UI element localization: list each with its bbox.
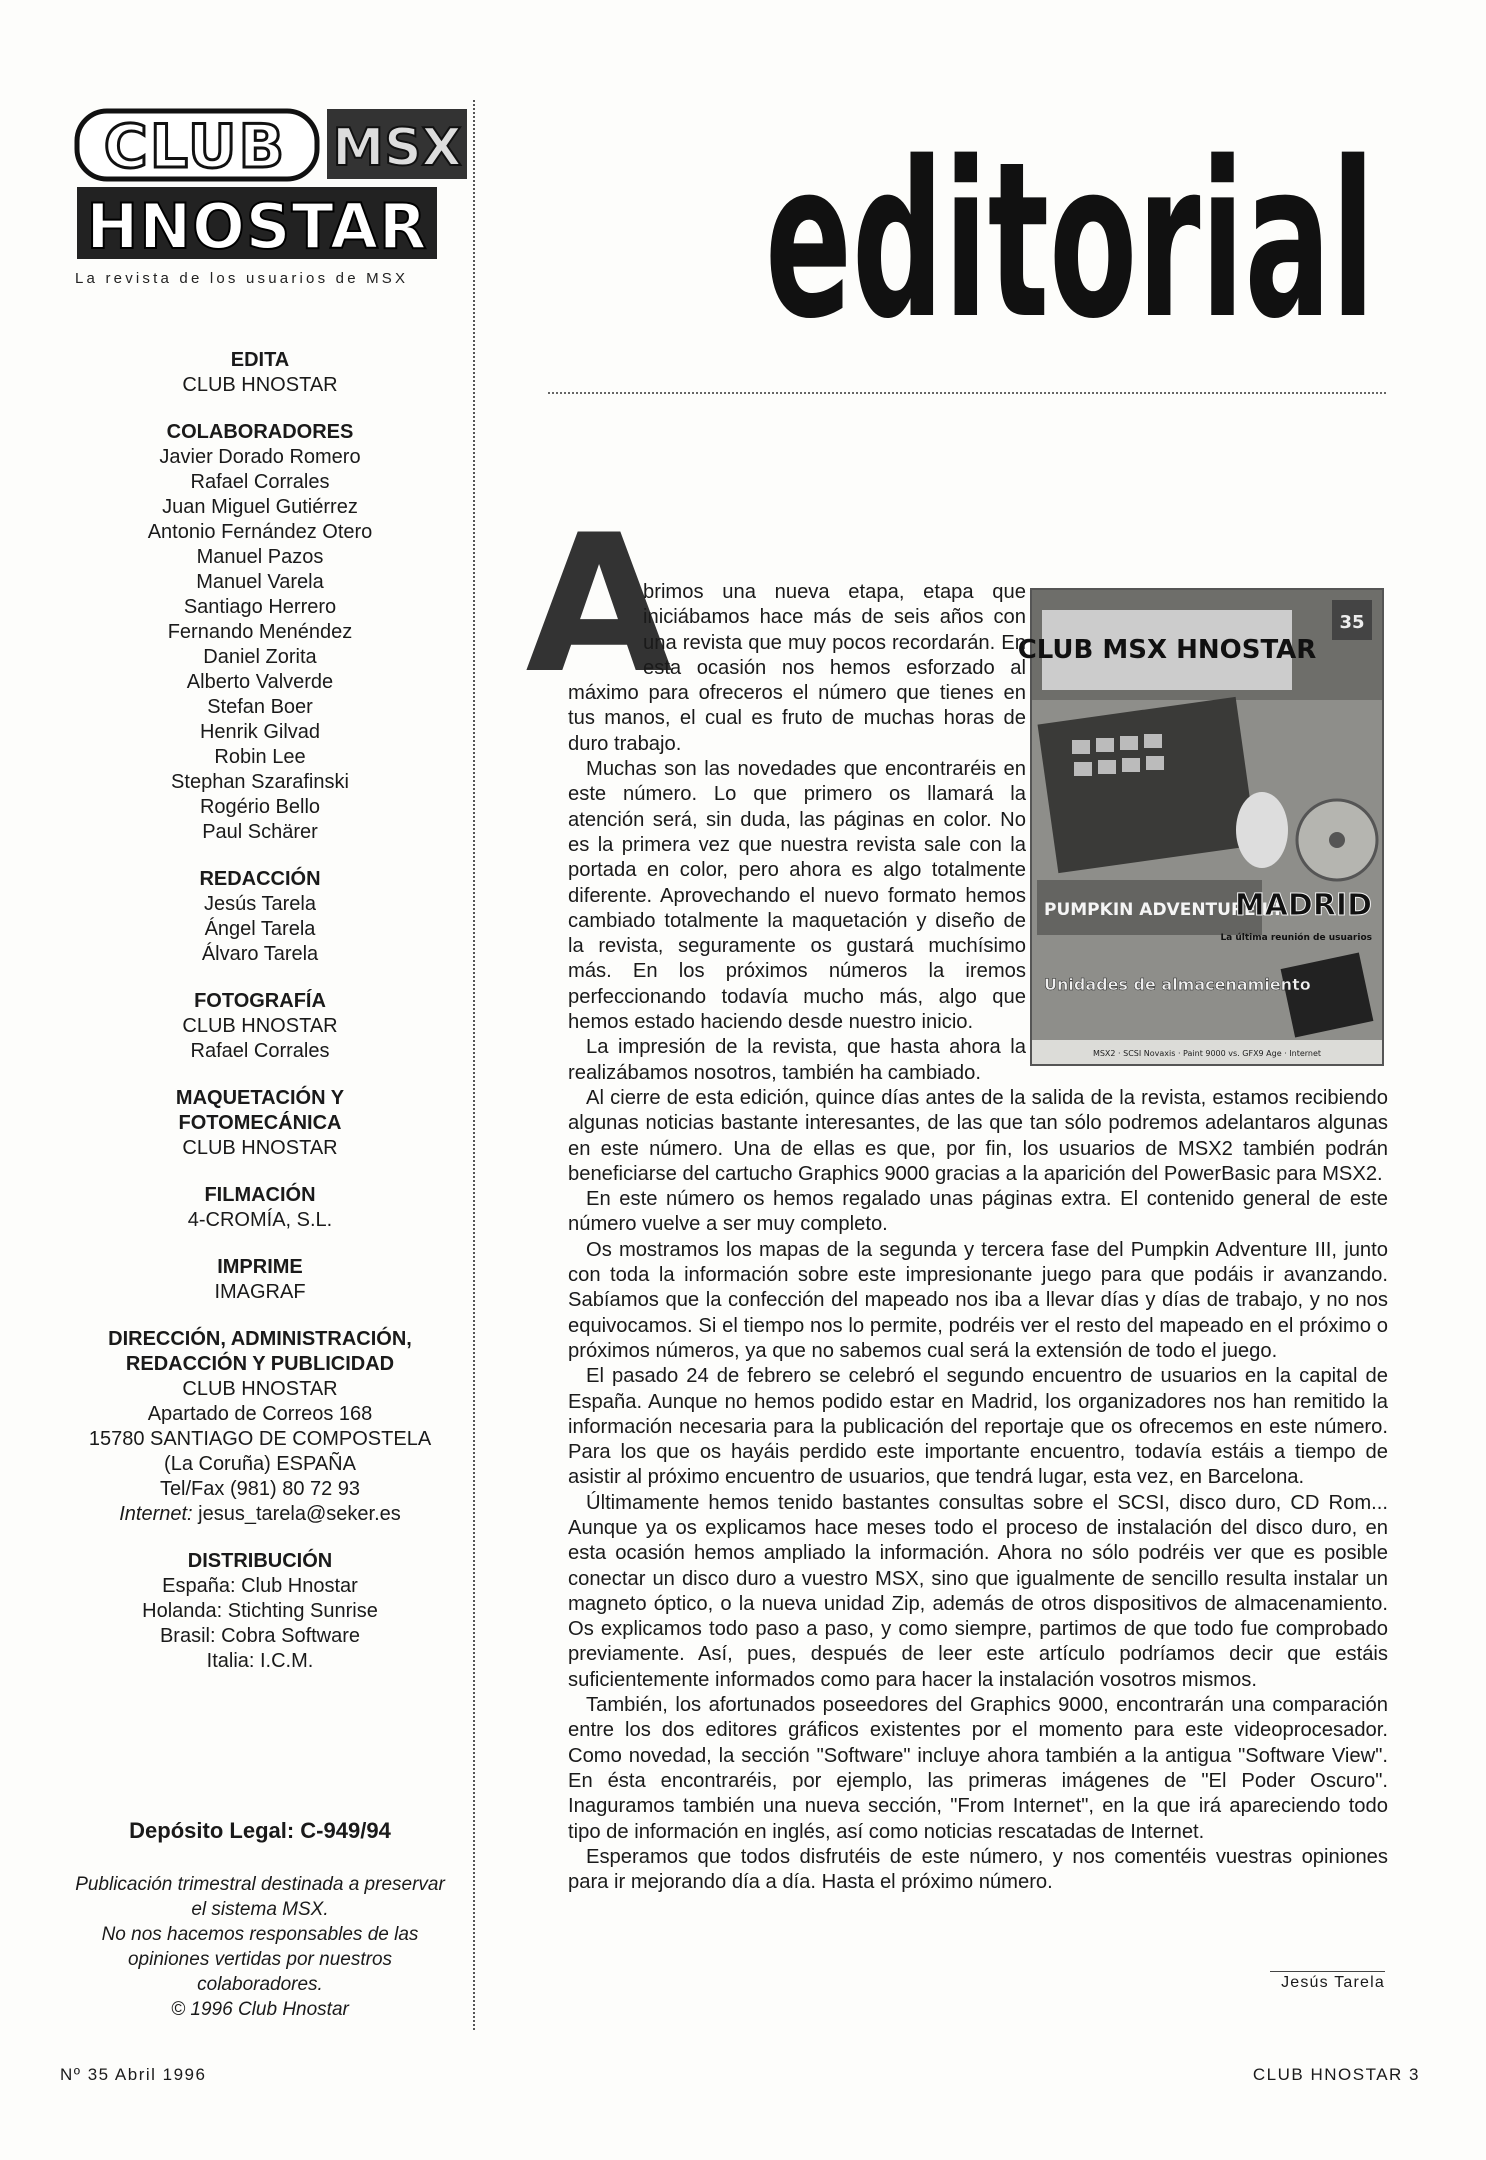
article-paragraph: Muchas son las novedades que encontraréis en este número. Lo que primero os llamará la atención será, sin duda, las páginas en color. No es la primera vez que nuestra revista sale con la portada en color, pero ahora es algo totalmente diferente. Aprovechando el nuevo formato hemos cambiado totalmente la maquetación y diseño de la revista, seguramente os gustará muchísimo más. En los próximos números la iremos perfeccionando todavía mucho más, algo que hemos estado haciendo desde nuestro inicio.	[568, 758, 1026, 1034]
credit-section	[70, 420, 450, 845]
credit-heading: IMPRIME	[217, 1256, 303, 1278]
note-line: © 1996 Club Hnostar	[171, 1999, 349, 2020]
internet-email: jesus_tarela@seker.es	[192, 1503, 401, 1525]
credit-heading: COLABORADORES	[166, 421, 354, 443]
credit-line: Santiago Herrero	[183, 596, 337, 618]
article-paragraph: En este número os hemos regalado unas páginas extra. El contenido general de este número vuelve a ser muy completo.	[568, 1188, 1388, 1236]
signature-rule	[1270, 1971, 1385, 1972]
note-line: colaboradores.	[197, 1974, 323, 1995]
credit-line: CLUB HNOSTAR	[182, 374, 338, 396]
credits-column	[70, 348, 450, 1696]
cover-bottom-strip: MSX2 · SCSI Novaxis · Paint 9000 vs. GFX9 Age · Internet	[1092, 1049, 1322, 1058]
credit-section	[70, 1549, 450, 1674]
credit-section	[70, 989, 450, 1064]
credit-section	[70, 1183, 450, 1233]
article-paragraph: La impresión de la revista, que hasta ahora la realizábamos nosotros, también ha cambiado.	[568, 1036, 1026, 1084]
cover-headline-game: PUMPKIN ADVENTURE III	[1044, 900, 1281, 920]
vertical-divider	[473, 100, 475, 2030]
credit-line: Manuel Pazos	[196, 546, 324, 568]
article-paragraph: También, los afortunados poseedores del Graphics 9000, encontrarán una comparación entre los dos editores gráficos existentes por el momento para este videoprocesador. Como novedad, la sección "Software" incluye ahora también a la antigua "Software View". En ésta encontraréis, por ejemplo, las primeras imágenes de "El Poder Oscuro". Inaguramos también una nueva sección, "From Internet", en la que irá apareciendo todo tipo de información en inglés, así como noticias rescatadas de Internet.	[568, 1694, 1388, 1843]
credit-line: Paul Schärer	[202, 821, 318, 843]
article-paragraph: Os mostramos los mapas de la segunda y tercera fase del Pumpkin Adventure III, junto con toda la información sobre este impresionante juego para que podáis ir avanzando. Sabíamos que la confección del mapeado nos iba a llevar días y días de trabajo, y no nos equivocamos. Si el tiempo nos lo permite, podréis ver el resto del mapeado en el próximo o próximos números, ya que no sabemos cual será la extensión de todo el juego.	[568, 1238, 1388, 1362]
credit-line: Alberto Valverde	[186, 671, 334, 693]
credit-section	[70, 867, 450, 967]
cover-headline-meeting: La última reunión de usuarios	[1220, 933, 1372, 943]
credit-line: IMAGRAF	[214, 1281, 306, 1303]
page-title-text: editorial	[765, 115, 1375, 366]
credit-line: Brasil: Cobra Software	[159, 1625, 361, 1647]
note-line: el sistema MSX.	[191, 1899, 329, 1920]
credit-line-internet	[70, 1502, 450, 1527]
credit-line: Jesús Tarela	[204, 893, 316, 915]
svg-text:HNOSTAR: HNOSTAR	[86, 190, 428, 263]
credit-line: Tel/Fax (981) 80 72 93	[159, 1478, 361, 1500]
credit-line: Stefan Boer	[207, 696, 313, 718]
author-signature: Jesús Tarela	[1281, 1974, 1385, 1991]
publication-note	[62, 1872, 458, 2022]
club-msx-hnostar-logo	[75, 105, 470, 265]
credit-section	[70, 1255, 450, 1305]
credit-line: Stephan Szarafinski	[171, 771, 349, 793]
article-paragraph: brimos una nueva etapa, etapa que iniciábamos hace más de seis años con una revista que muy pocos recordarán. En esta ocasión nos hemos esforzado al máximo para ofreceros el número que tienes en tus manos, el cual es fruto de muchas horas de duro trabajo.	[568, 581, 1026, 755]
credit-heading: DIRECCIÓN, ADMINISTRACIÓN, REDACCIÓN Y PUBLICIDAD	[108, 1328, 412, 1375]
editorial-article	[568, 580, 1388, 1895]
credit-line: CLUB HNOSTAR	[182, 1137, 338, 1159]
credit-line: Italia: I.C.M.	[206, 1650, 314, 1672]
credit-line: Apartado de Correos 168	[147, 1403, 373, 1425]
credit-line: Holanda: Stichting Sunrise	[142, 1600, 378, 1622]
credit-line: Antonio Fernández Otero	[147, 521, 373, 543]
svg-text:MSX: MSX	[332, 118, 462, 178]
credit-section	[70, 348, 450, 398]
drop-cap-spacer	[568, 580, 643, 680]
svg-text:CLUB: CLUB	[103, 112, 287, 182]
cover-headline-storage: Unidades de almacenamiento	[1044, 975, 1311, 994]
cover-headline-madrid: MADRID	[1234, 888, 1372, 923]
article-paragraph: El pasado 24 de febrero se celebró el segundo encuentro de usuarios en la capital de España. Aunque no hemos podido estar en Madrid, los organizadores nos han remitido la información necesaria para la publicación del reportaje que os ofrecemos en este número. Para los que os hayáis perdido este importante encuentro, todavía estáis a tiempo de asistir al próximo encuentro de usuarios, que tendrá lugar, esta vez, en Barcelona.	[568, 1365, 1388, 1489]
note-line: Publicación trimestral destinada a preservar	[75, 1874, 445, 1895]
internet-label: Internet:	[119, 1503, 193, 1525]
credit-heading: FILMACIÓN	[204, 1184, 316, 1206]
page-title	[760, 90, 1380, 366]
credit-heading: REDACCIÓN	[199, 868, 321, 890]
credit-line: Rogério Bello	[199, 796, 321, 818]
credit-line: CLUB HNOSTAR	[182, 1378, 338, 1400]
credit-line: (La Coruña) ESPAÑA	[164, 1453, 356, 1475]
credit-line: Daniel Zorita	[203, 646, 317, 668]
credit-line: Manuel Varela	[196, 571, 324, 593]
credit-line: Rafael Corrales	[190, 471, 330, 493]
credit-line: Ángel Tarela	[204, 918, 316, 940]
page-footer: CLUB HNOSTAR 3	[1252, 2065, 1420, 2084]
credit-line: 4-CROMÍA, S.L.	[187, 1209, 333, 1231]
issue-footer: Nº 35 Abril 1996	[60, 2065, 207, 2084]
credit-heading: EDITA	[230, 349, 290, 371]
cover-spacer	[1026, 580, 1388, 1085]
note-line: No nos hacemos responsables de las	[101, 1924, 419, 1945]
note-line: opiniones vertidas por nuestros	[127, 1949, 393, 1970]
credit-line: España: Club Hnostar	[162, 1575, 358, 1597]
credit-section	[70, 1327, 450, 1527]
credit-heading: FOTOGRAFÍA	[194, 990, 326, 1012]
credit-heading: DISTRIBUCIÓN	[187, 1550, 333, 1572]
article-paragraph: Al cierre de esta edición, quince días antes de la salida de la revista, estamos recibiendo algunas noticias bastante interesantes, de las que tan sólo podremos adelantaros algunas en este número. Una de ellas es que, por fin, los usuarios de MSX2 también podrán beneficiarse del cartucho Graphics 9000 gracias a la aparición del PowerBasic para MSX2.	[568, 1086, 1388, 1185]
tagline: La revista de los usuarios de MSX	[75, 270, 409, 287]
credit-line: Álvaro Tarela	[201, 943, 319, 965]
credit-line: CLUB HNOSTAR	[182, 1015, 338, 1037]
credit-line: Robin Lee	[214, 746, 306, 768]
article-paragraph: Esperamos que todos disfrutéis de este número, y nos comentéis vuestras opiniones para ir mejorando día a día. Hasta el próximo número.	[568, 1845, 1388, 1894]
credit-heading: MAQUETACIÓN Y FOTOMECÁNICA	[175, 1087, 345, 1134]
credit-section	[70, 1086, 450, 1161]
cover-issue-number: 35	[1339, 612, 1365, 633]
horizontal-divider	[548, 392, 1386, 394]
article-paragraph: Últimamente hemos tenido bastantes consultas sobre el SCSI, disco duro, CD Rom... Aunque ya os explicamos hace meses todo el proceso de instalación del disco duro, en esta ocasión hemos ampliado la información. Ahora no sólo podréis ver que es posible conectar un disco duro a vuestro MSX, sino que igualmente de sencillo resulta instalar un magneto óptico, o la nueva unidad Zip, además de otros dispositivos de almacenamiento. Os explicamos todo paso a paso, y como siempre, partimos de que todo fue comprobado previamente. Así, pues, después de leer este artículo podríamos decir que estáis suficientemente informados como para hacer la instalación vosotros mismos.	[568, 1491, 1388, 1691]
credit-line: Javier Dorado Romero	[159, 446, 361, 468]
credit-line: Henrik Gilvad	[199, 721, 321, 743]
credit-line: Fernando Menéndez	[167, 621, 353, 643]
credit-line: 15780 SANTIAGO DE COMPOSTELA	[88, 1428, 432, 1450]
credit-line: Juan Miguel Gutiérrez	[162, 496, 358, 518]
drop-cap-letter: A	[525, 494, 673, 715]
credit-line: Rafael Corrales	[190, 1040, 330, 1062]
cover-logo: CLUB MSX HNOSTAR	[1017, 635, 1317, 665]
legal-deposit: Depósito Legal: C-949/94	[129, 1818, 391, 1843]
